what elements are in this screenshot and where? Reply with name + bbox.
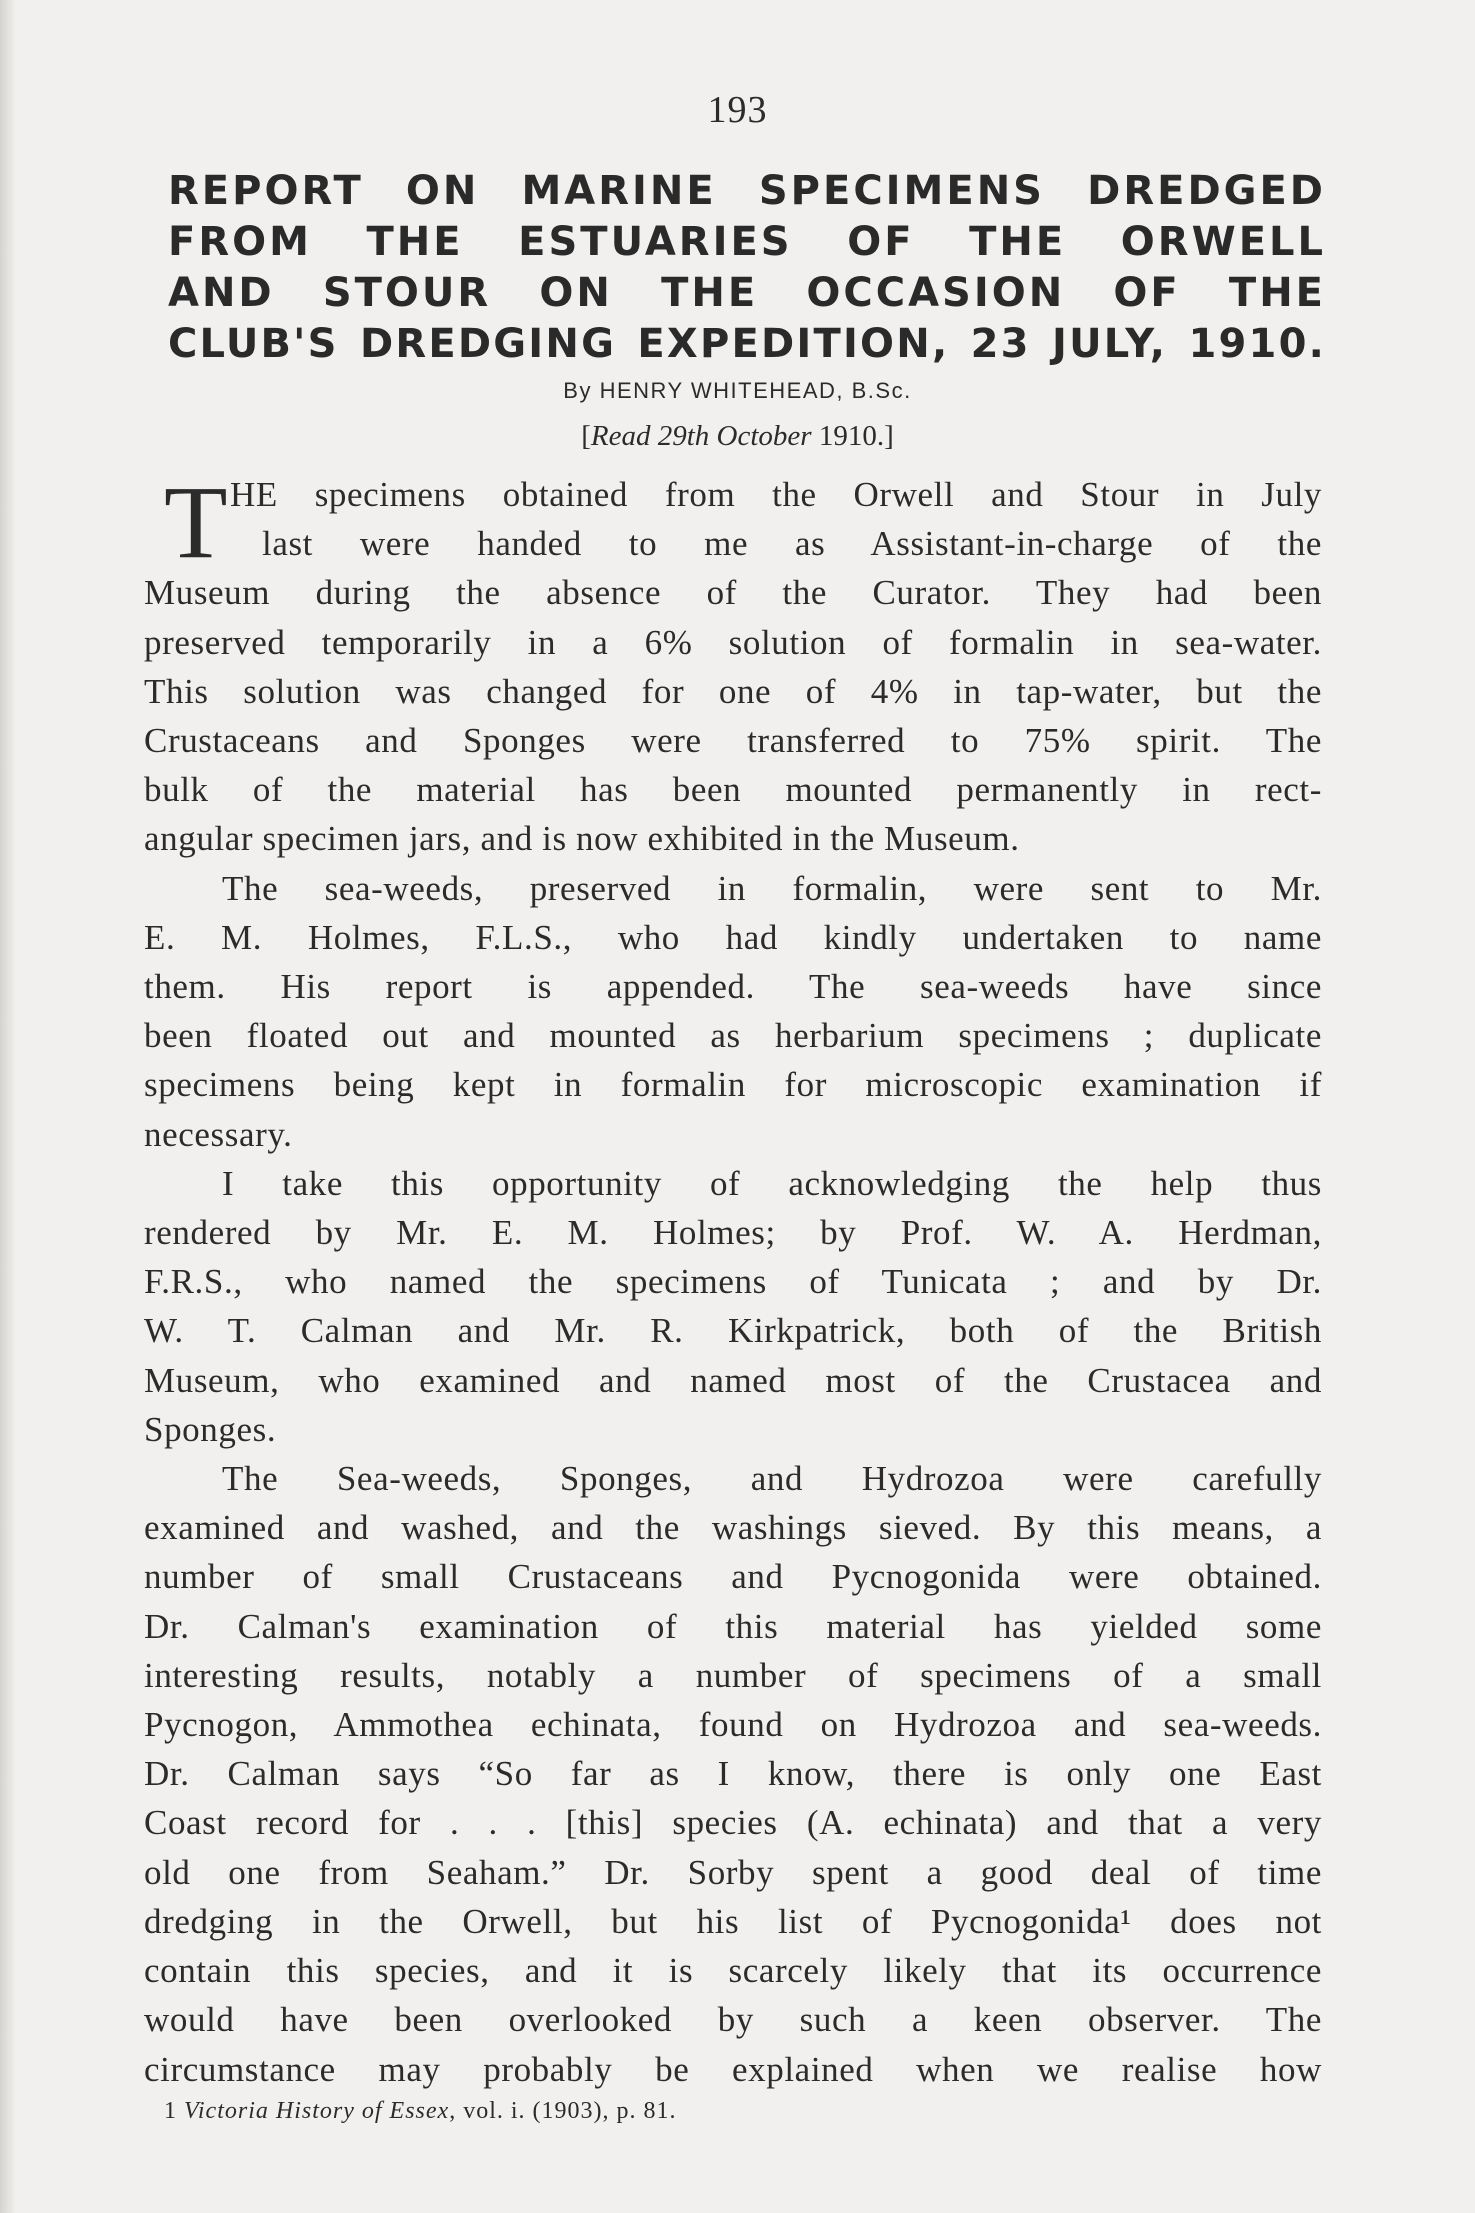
title-line: CLUB'S DREDGING EXPEDITION, 23 JULY, 1910.	[168, 321, 1326, 367]
text-line: F.R.S., who named the specimens of Tunicata ; and by Dr.	[144, 1262, 1322, 1302]
text-line: necessary.	[144, 1114, 293, 1154]
author-byline: By HENRY WHITEHEAD, B.Sc.	[563, 378, 912, 403]
text-line: angular specimen jars, and is now exhibited in the Museum.	[144, 819, 1020, 859]
read-date-rest: 1910.]	[811, 420, 894, 452]
text-line: Pycnogon, Ammothea echinata, found on Hydrozoa and sea-weeds.	[144, 1705, 1322, 1745]
article-title	[168, 166, 1326, 370]
read-date-italic: Read 29th October	[590, 420, 812, 452]
page-gutter-shadow	[0, 0, 14, 2213]
text-line: bulk of the material has been mounted permanently in rect-	[144, 770, 1322, 810]
text-line: Dr. Calman says “So far as I know, there is only one East	[144, 1754, 1322, 1794]
text-line: Coast record for . . . [this] species (A. echinata) and that a very	[144, 1803, 1322, 1843]
text-line: Museum during the absence of the Curator. They had been	[144, 573, 1322, 613]
footnote-citation: , vol. i. (1903), p. 81.	[449, 2098, 677, 2124]
read-date-open: [	[581, 420, 591, 452]
text-line: Crustaceans and Sponges were transferred to 75% spirit. The	[144, 721, 1322, 761]
title-line: AND STOUR ON THE OCCASION OF THE	[168, 270, 1326, 316]
text-line: The Sea-weeds, Sponges, and Hydrozoa were carefully	[222, 1459, 1322, 1499]
paragraph	[144, 864, 1322, 1159]
footnote	[164, 2098, 677, 2125]
text-line: dredging in the Orwell, but his list of Pycnogonida¹ does not	[144, 1901, 1322, 1941]
title-line: FROM THE ESTUARIES OF THE ORWELL	[168, 219, 1326, 265]
text-line: specimens being kept in formalin for microscopic examination if	[144, 1065, 1322, 1105]
page-number: 193	[707, 89, 768, 131]
paragraph	[144, 465, 1322, 864]
text-line: HE specimens obtained from the Orwell and Stour in July	[230, 475, 1322, 514]
text-line: This solution was changed for one of 4% in tap-water, but the	[144, 671, 1322, 711]
text-line: old one from Seaham.” Dr. Sorby spent a good deal of time	[144, 1852, 1322, 1892]
text-line: contain this species, and it is scarcely likely that its occurrence	[144, 1951, 1322, 1991]
text-line: The sea-weeds, preserved in formalin, were sent to Mr.	[222, 868, 1322, 908]
text-line: preserved temporarily in a 6% solution of formalin in sea-water.	[144, 622, 1322, 662]
text-line: them. His report is appended. The sea-weeds have since	[144, 967, 1322, 1007]
footnote-source-title: Victoria History of Essex	[184, 2098, 450, 2124]
text-line: W. T. Calman and Mr. R. Kirkpatrick, both of the British	[144, 1311, 1322, 1351]
text-line: been floated out and mounted as herbarium specimens ; duplicate	[144, 1016, 1322, 1056]
read-date	[0, 420, 1475, 453]
title-line: REPORT ON MARINE SPECIMENS DREDGED	[168, 168, 1326, 214]
text-line: rendered by Mr. E. M. Holmes; by Prof. W. A. Herdman,	[144, 1213, 1322, 1253]
text-line: Sponges.	[144, 1409, 277, 1449]
text-line: circumstance may probably be explained when we realise how	[144, 2049, 1322, 2089]
text-line: I take this opportunity of acknowledging the help thus	[222, 1163, 1322, 1203]
text-line: would have been overlooked by such a keen observer. The	[144, 2000, 1322, 2040]
text-line: interesting results, notably a number of specimens of a small	[144, 1655, 1322, 1695]
drop-cap: T	[164, 465, 228, 580]
text-line: examined and washed, and the washings sieved. By this means, a	[144, 1508, 1322, 1548]
text-line: Museum, who examined and named most of the Crustacea and	[144, 1360, 1322, 1400]
article-body	[144, 465, 1322, 2094]
paragraph	[144, 1159, 1322, 1454]
paragraph	[144, 1454, 1322, 2094]
text-line: E. M. Holmes, F.L.S., who had kindly undertaken to name	[144, 917, 1322, 957]
text-line: last were handed to me as Assistant-in-charge of the	[262, 524, 1322, 564]
text-line: Dr. Calman's examination of this material has yielded some	[144, 1606, 1322, 1646]
text-line: number of small Crustaceans and Pycnogonida were obtained.	[144, 1557, 1322, 1597]
footnote-number: 1	[164, 2098, 177, 2124]
